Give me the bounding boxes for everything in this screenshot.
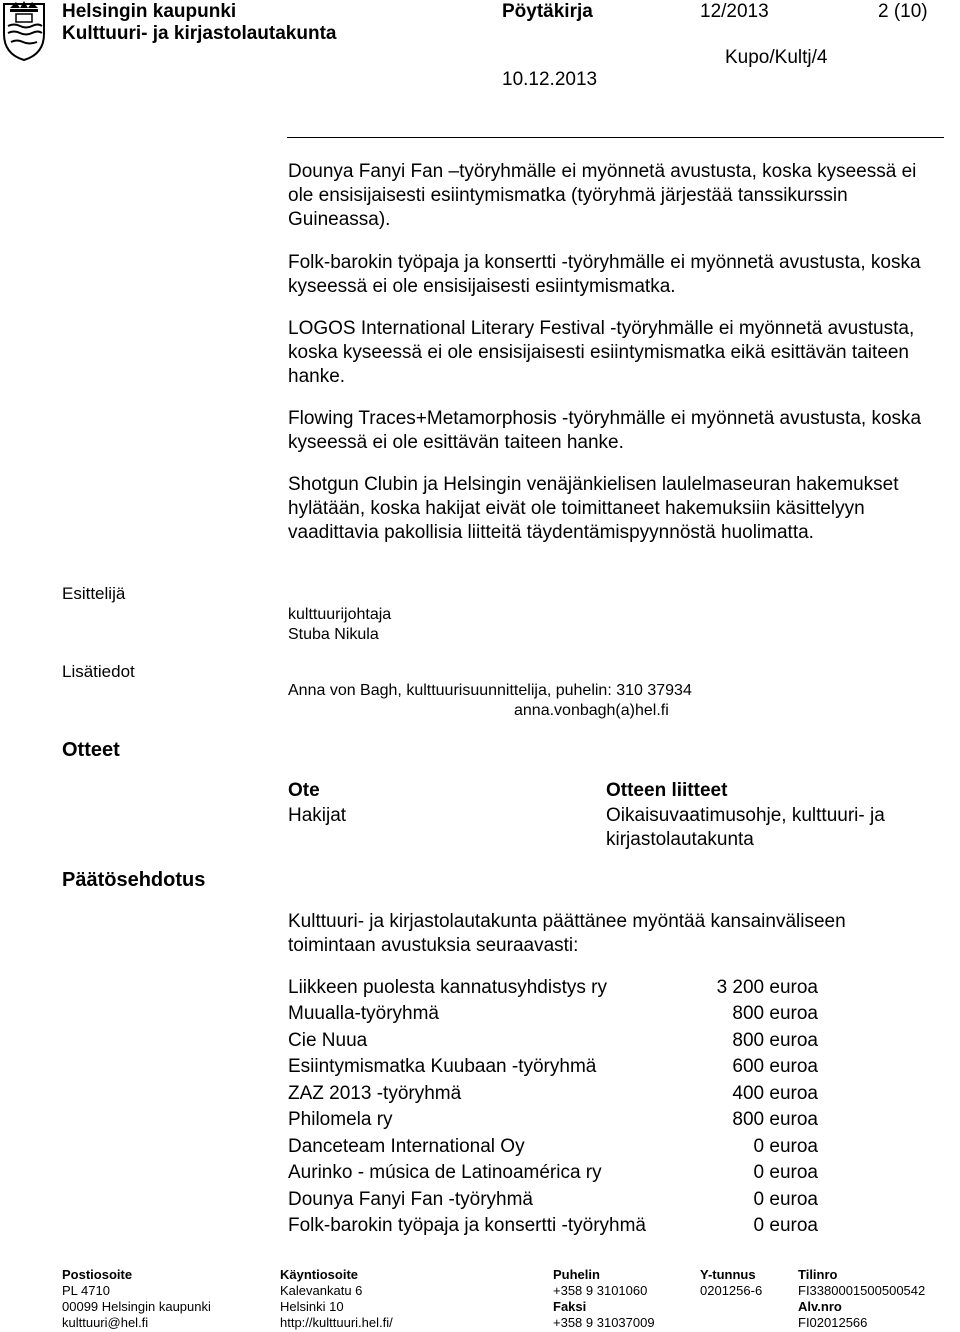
otteet-label: Otteet — [62, 739, 120, 761]
footer-kayntiosoite — [280, 1267, 393, 1331]
paragraph-flowing-traces: Flowing Traces+Metamorphosis -työryhmälle ei myönnetä avustusta, koska kyseessä ei ole esittävän taiteen hanke. — [288, 408, 922, 453]
paragraph-folk-barokki: Folk-barokin työpaja ja konsertti -työryhmälle ei myönnetä avustusta, koska kyseessä ei ole ensisijaisesti esiintymismatka. — [288, 252, 921, 297]
ote-header: Ote — [288, 780, 320, 801]
otteen-liitteet-header: Otteen liitteet — [606, 780, 728, 801]
footer-tilinro — [798, 1267, 925, 1331]
grant-name: Dounya Fanyi Fan -työryhmä — [288, 1189, 533, 1210]
lisatiedot-contact: Anna von Bagh, kulttuurisuunnittelija, puhelin: 310 37934 — [288, 682, 692, 699]
footer-alvnro-value: FI02012566 — [798, 1315, 868, 1330]
footer-faksi-label: Faksi — [553, 1299, 587, 1314]
header-doc-type: Pöytäkirja — [502, 1, 593, 22]
otteen-liitteet-line1: Oikaisuvaatimusohje, kulttuuri- ja — [606, 805, 885, 826]
grant-amount: 0 euroa — [753, 1215, 818, 1236]
grant-amount: 0 euroa — [753, 1162, 818, 1183]
grant-name: Folk-barokin työpaja ja konsertti -työryhmä — [288, 1215, 646, 1236]
footer-ytunnus-value: 0201256-6 — [700, 1283, 763, 1298]
footer-postiosoite — [62, 1267, 211, 1331]
header-board: Kulttuuri- ja kirjastolautakunta — [62, 23, 337, 44]
grant-name: Danceteam International Oy — [288, 1136, 525, 1157]
ote-value: Hakijat — [288, 805, 347, 826]
helsinki-crest-icon — [2, 0, 46, 62]
paragraph-logos: LOGOS International Literary Festival -työryhmälle ei myönnetä avustusta, koska kyseessä ei ole ensisijaisesti esiintymismatka eikä esittävän taiteen hanke. — [288, 318, 915, 387]
footer-email: kulttuuri@hel.fi — [62, 1315, 149, 1330]
esittelija-title: kulttuurijohtaja — [288, 606, 392, 623]
footer-phone: +358 9 3101060 — [553, 1283, 648, 1298]
grant-name: Cie Nuua — [288, 1030, 368, 1051]
grant-amount: 0 euroa — [753, 1189, 818, 1210]
footer-kayntiosoite-line: Kalevankatu 6 — [280, 1283, 363, 1298]
grant-name: Muualla-työryhmä — [288, 1003, 439, 1024]
grant-amount: 600 euroa — [732, 1056, 818, 1077]
lisatiedot-label: Lisätiedot — [62, 662, 135, 681]
lisatiedot-email: anna.vonbagh(a)hel.fi — [514, 702, 669, 719]
grant-amount: 3 200 euroa — [716, 977, 818, 998]
grant-amount: 800 euroa — [732, 1003, 818, 1024]
header-date: 10.12.2013 — [502, 69, 598, 90]
otteen-liitteet-line2: kirjastolautakunta — [606, 829, 754, 850]
grant-name: Liikkeen puolesta kannatusyhdistys ry — [288, 977, 607, 998]
footer-kayntiosoite-line: Helsinki 10 — [280, 1299, 344, 1314]
paatosehdotus-intro-line2: toimintaan avustuksia seuraavasti: — [288, 935, 579, 956]
grant-amount: 800 euroa — [732, 1030, 818, 1051]
grant-name: Philomela ry — [288, 1109, 393, 1130]
footer-postiosoite-line: PL 4710 — [62, 1283, 110, 1298]
footer-postiosoite-label: Postiosoite — [62, 1267, 133, 1282]
grant-name: ZAZ 2013 -työryhmä — [288, 1083, 462, 1104]
header-page: 2 (10) — [878, 1, 928, 22]
footer-tilinro-label: Tilinro — [798, 1267, 838, 1282]
footer-postiosoite-line: 00099 Helsingin kaupunki — [62, 1299, 211, 1314]
footer-ytunnus-label: Y-tunnus — [700, 1267, 756, 1282]
grant-name: Esiintymismatka Kuubaan -työryhmä — [288, 1056, 597, 1077]
paragraph-dounya: Dounya Fanyi Fan –työryhmälle ei myönnetä avustusta, koska kyseessä ei ole ensisijaisesti esiintymismatka (työryhmä järjestää tanssikurssin Guineassa). — [288, 161, 917, 230]
footer-puhelin — [553, 1267, 655, 1331]
grant-name: Aurinko - música de Latinoamérica ry — [288, 1162, 602, 1183]
grant-amount: 800 euroa — [732, 1109, 818, 1130]
footer-tilinro-value: FI3380001500500542 — [798, 1283, 926, 1298]
grant-amount: 0 euroa — [753, 1136, 818, 1157]
header-issue: 12/2013 — [700, 1, 769, 22]
footer-kayntiosoite-label: Käyntiosoite — [280, 1267, 359, 1282]
footer-fax: +358 9 31037009 — [553, 1315, 655, 1330]
header-ref: Kupo/Kultj/4 — [725, 47, 828, 68]
footer-ytunnus — [700, 1267, 762, 1299]
header-city: Helsingin kaupunki — [62, 1, 237, 22]
footer-website: http://kulttuuri.hel.fi/ — [280, 1315, 393, 1330]
paatosehdotus-label: Päätösehdotus — [62, 869, 206, 891]
footer-alvnro-label: Alv.nro — [798, 1299, 842, 1314]
esittelija-name: Stuba Nikula — [288, 626, 379, 643]
grant-amount: 400 euroa — [732, 1083, 818, 1104]
paatosehdotus-intro-line1: Kulttuuri- ja kirjastolautakunta päättänee myöntää kansainväliseen — [288, 911, 846, 932]
footer-puhelin-label: Puhelin — [553, 1267, 600, 1282]
esittelija-label: Esittelijä — [62, 584, 126, 603]
header-divider — [287, 137, 944, 138]
paragraph-shotgun-clubin: Shotgun Clubin ja Helsingin venäjänkielisen laulelmaseuran hakemukset hylätään, koska hakijat eivät ole toimittaneet hakemuksiin käsittelyyn vaadittavia pakollisia liitteitä täydentämispyynnöstä huolimatta. — [288, 474, 899, 543]
